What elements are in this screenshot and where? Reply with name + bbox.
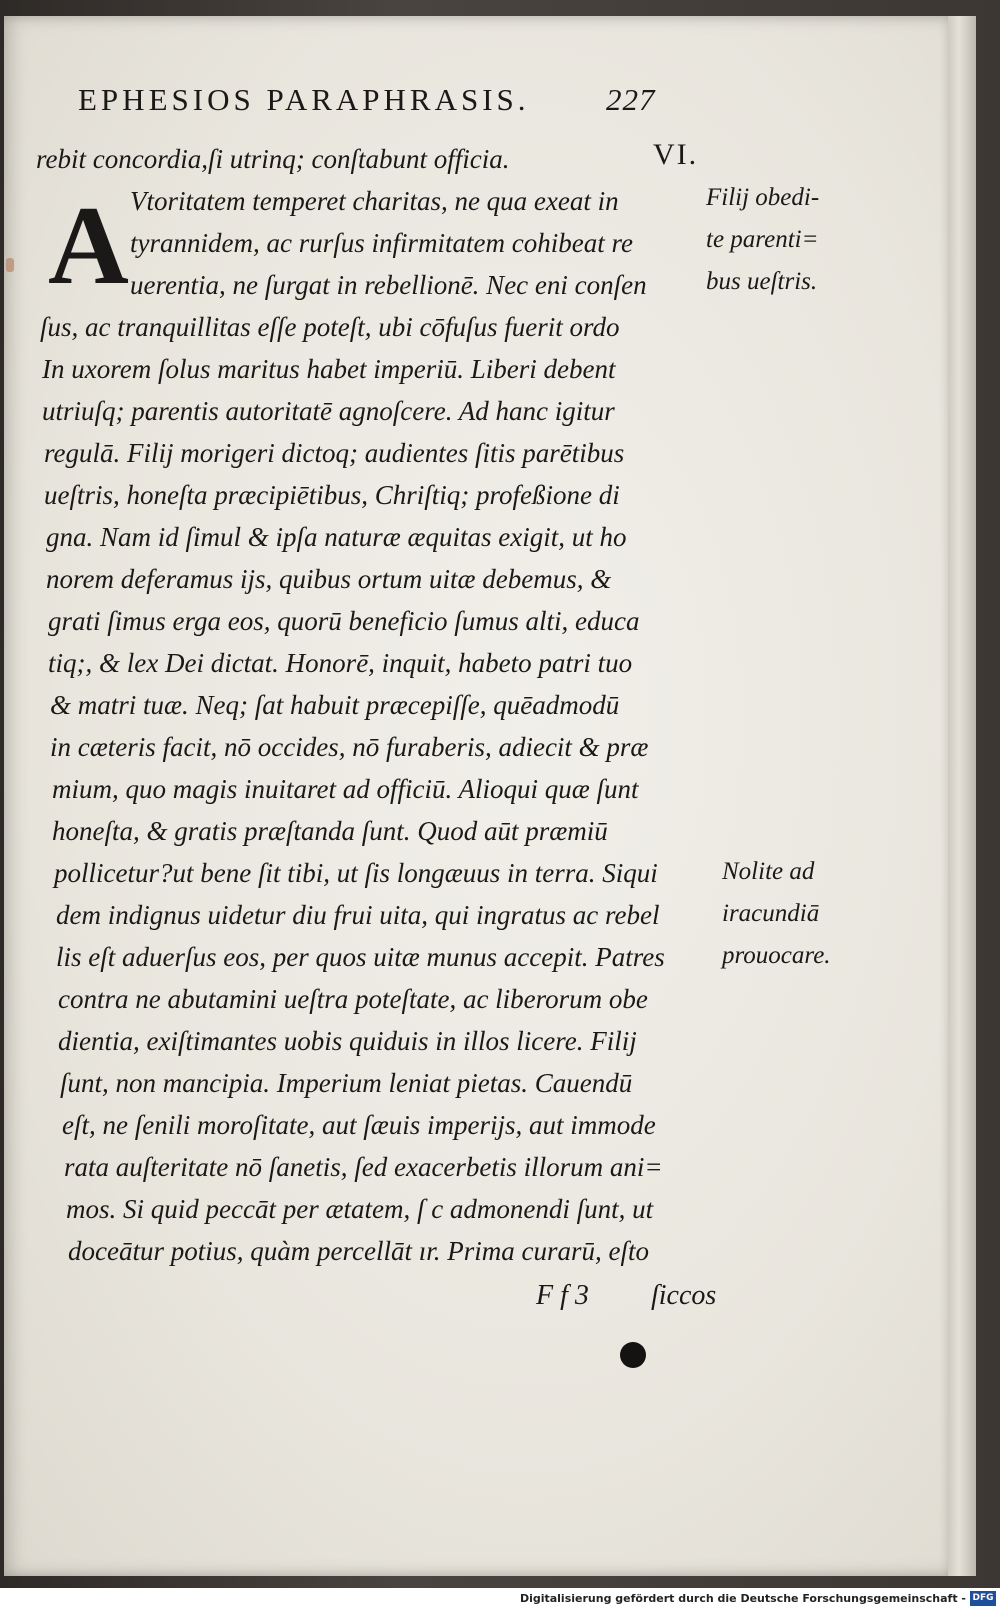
text-line: uerentia, ne ſurgat in rebellionē. Nec eni conſen <box>130 270 647 300</box>
text-line: norem deferamus ijs, quibus ortum uitæ debemus, & <box>46 564 612 594</box>
page-edge <box>948 16 976 1576</box>
text-line: ſus, ac tranquillitas eſſe poteſt, ubi cōfuſus fuerit ordo <box>40 312 620 342</box>
margin-note-line: te parenti= <box>706 226 819 253</box>
text-line: gna. Nam id ſimul & ipſa naturæ æquitas exigit, ut ho <box>46 522 627 552</box>
footer-credit: Digitalisierung gefördert durch die Deutsche Forschungsgemeinschaft - <box>519 1592 966 1605</box>
text-line: & matri tuæ. Neq; ſat habuit præcepiſſe, quēadmodū <box>50 690 620 720</box>
text-line: mium, quo magis inuitaret ad officiū. Alioqui quæ ſunt <box>52 774 639 804</box>
page-number: 227 <box>606 82 656 117</box>
text-line: regulā. Filij morigeri dictoq; audientes ſitis parētibus <box>44 438 625 468</box>
signature-mark: F f 3 <box>536 1280 589 1311</box>
page-foot <box>536 1280 756 1320</box>
text-line: doceātur potius, quàm percellāt ır. Prima curarū, eſto <box>68 1236 649 1266</box>
margin-note-line: bus ueſtris. <box>706 268 818 295</box>
text-line: honeſta, & gratis præſtanda ſunt. Quod aūt præmiū <box>52 816 608 846</box>
text-line: rata auſteritate nō ſanetis, ſed exacerbetis illorum ani= <box>64 1152 663 1182</box>
catchword: ſiccos <box>651 1280 717 1311</box>
running-head <box>78 82 698 126</box>
text-line: tyrannidem, ac rurſus infirmitatem cohibeat re <box>130 228 633 258</box>
text-line: lis eſt aduerſus eos, per quos uitæ munus accepit. Patres <box>56 942 665 972</box>
drop-cap: A <box>48 184 129 308</box>
text-line: In uxorem ſolus maritus habet imperiū. Liberi debent <box>42 354 616 384</box>
ink-blot <box>620 1342 646 1368</box>
text-line: eſt, ne ſenili moroſitate, aut ſæuis imperijs, aut immode <box>62 1110 656 1140</box>
running-title: EPHESIOS PARAPHRASIS. <box>78 82 530 117</box>
text-line: mos. Si quid peccāt per ætatem, ſ c admonendi ſunt, ut <box>66 1194 654 1224</box>
chapter-number: VI. <box>653 138 699 171</box>
text-line: Vtoritatem temperet charitas, ne qua exeat in <box>130 186 619 216</box>
margin-note-line: Filij obedi- <box>706 184 820 211</box>
margin-note-line: Nolite ad <box>722 858 815 885</box>
digitization-footer <box>0 1588 1000 1611</box>
text-line: in cæteris facit, nō occides, nō furaberis, adiecit & præ <box>50 732 649 762</box>
text-line: pollicetur?ut bene ſit tibi, ut ſis longæuus in terra. Siqui <box>54 858 658 888</box>
text-line: rebit concordia,ſi utrinq; conſtabunt officia. <box>36 144 510 174</box>
text-line: utriuſq; parentis autoritatē agnoſcere. Ad hanc igitur <box>42 396 615 426</box>
text-line: ueſtris, honeſta præcipiētibus, Chriſtiq; profeßione di <box>44 480 620 510</box>
text-line: dientia, exiſtimantes uobis quiduis in illos licere. Filij <box>58 1026 637 1056</box>
text-line: ſunt, non mancipia. Imperium leniat pietas. Cauendū <box>60 1068 633 1098</box>
paper-stain <box>6 258 14 272</box>
margin-note-line: iracundiā <box>722 900 820 927</box>
text-line: tiq;, & lex Dei dictat. Honorē, inquit, habeto patri tuo <box>48 648 633 678</box>
text-line: grati ſimus erga eos, quorū beneficio ſumus alti, educa <box>48 606 640 636</box>
dfg-logo: DFG <box>970 1591 996 1606</box>
text-line: contra ne abutamini ueſtra poteſtate, ac liberorum obe <box>58 984 648 1014</box>
margin-note-line: prouocare. <box>722 942 831 969</box>
text-line: dem indignus uidetur diu frui uita, qui ingratus ac rebel <box>56 900 660 930</box>
